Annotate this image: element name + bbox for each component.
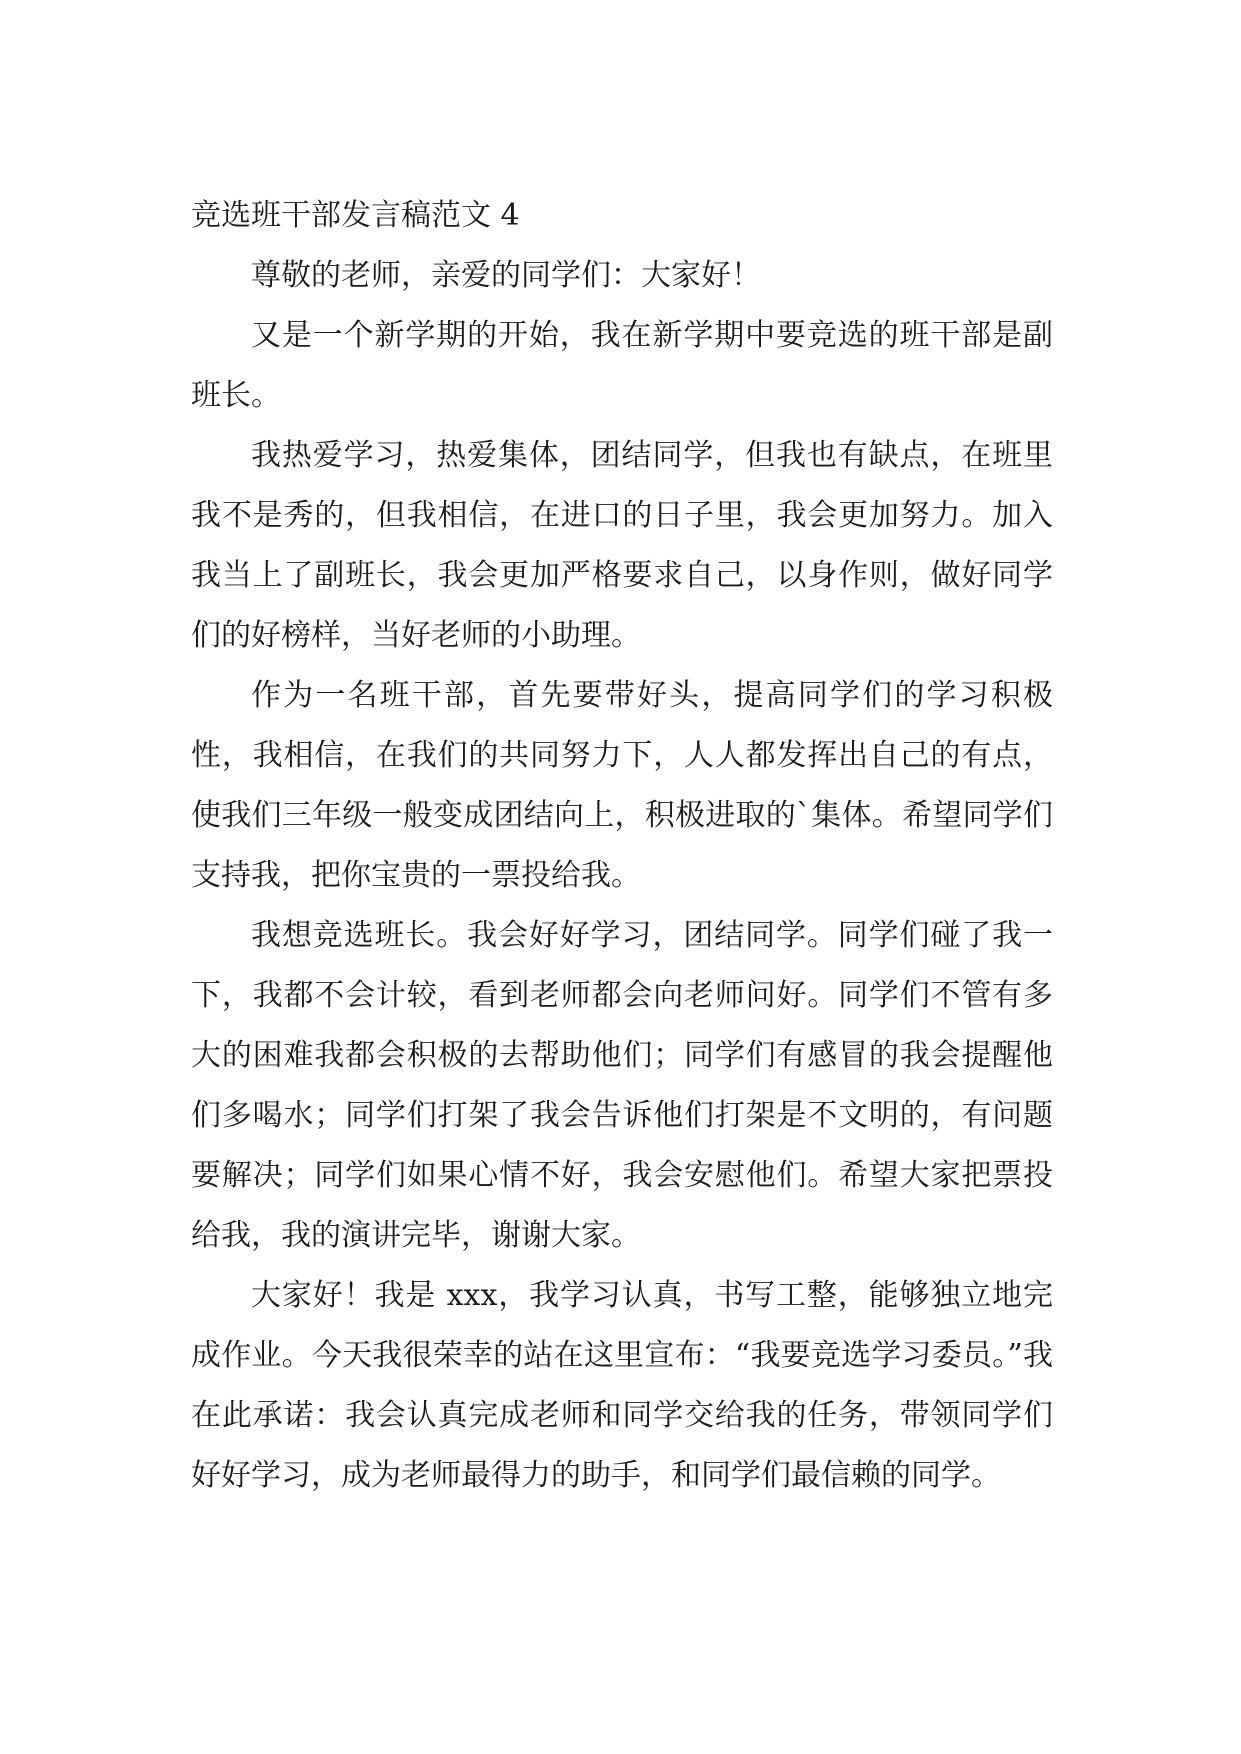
document-title: 竞选班干部发言稿范文 4 bbox=[191, 198, 520, 233]
paragraph-study-committee-speech: 大家好！我是 xxx，我学习认真，书写工整，能够独立地完成作业。今天我很荣幸的站在这里宣布：“我要竞选学习委员。”我在此承诺：我会认真完成老师和同学交给我的任务，带领同学们好好学习，成为老师最得力的助手，和同学们最信赖的同学。 bbox=[191, 1278, 1053, 1493]
paragraph-goals: 作为一名班干部，首先要带好头，提高同学们的学习积极性，我相信，在我们的共同努力下，人人都发挥出自己的有点，使我们三年级一般变成团结向上，积极进取的`集体。希望同学们支持我，把你宝贵的一票投给我。 bbox=[191, 678, 1053, 893]
paragraph-greeting: 尊敬的老师，亲爱的同学们：大家好！ bbox=[251, 258, 761, 293]
paragraph-monitor-speech: 我想竞选班长。我会好好学习，团结同学。同学们碰了我一下，我都不会计较，看到老师都会向老师问好。同学们不管有多大的困难我都会积极的去帮助他们；同学们有感冒的我会提醒他们多喝水；同学们打架了我会告诉他们打架是不文明的，有问题要解决；同学们如果心情不好，我会安慰他们。希望大家把票投给我，我的演讲完毕，谢谢大家。 bbox=[191, 918, 1053, 1253]
paragraph-self-description: 我热爱学习，热爱集体，团结同学，但我也有缺点，在班里我不是秀的，但我相信，在进口的日子里，我会更加努力。加入我当上了副班长，我会更加严格要求自己，以身作则，做好同学们的好榜样，当好老师的小助理。 bbox=[191, 438, 1053, 653]
document-body bbox=[191, 186, 1053, 1506]
paragraph-intro: 又是一个新学期的开始，我在新学期中要竞选的班干部是副班长。 bbox=[191, 318, 1053, 413]
